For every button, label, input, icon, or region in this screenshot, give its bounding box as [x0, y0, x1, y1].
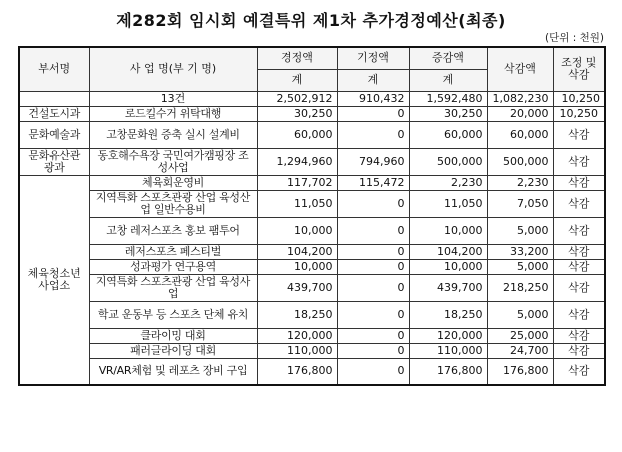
table-row: [19, 148, 605, 175]
table-row: [19, 358, 605, 385]
budget-table: [18, 46, 606, 386]
existing-cell: 0: [337, 190, 409, 217]
cut-cell: 500,000: [487, 148, 553, 175]
project-cell: 패러글라이딩 대회: [89, 343, 257, 358]
increase-cell: 11,050: [409, 190, 487, 217]
header-revised: 경정액: [257, 47, 337, 69]
table-row: [19, 106, 605, 121]
project-cell: 지역특화 스포츠관광 산업 육성사업: [89, 274, 257, 301]
project-cell: 고창문화원 증축 실시 설계비: [89, 121, 257, 148]
table-row: [19, 190, 605, 217]
header-increase-sub: 계: [409, 69, 487, 91]
adjust-cell: 삭감: [553, 358, 605, 385]
revised-cell: 11,050: [257, 190, 337, 217]
revised-cell: 1,294,960: [257, 148, 337, 175]
project-cell: 레저스포츠 페스티벌: [89, 244, 257, 259]
increase-cell: 60,000: [409, 121, 487, 148]
header-existing-sub: 계: [337, 69, 409, 91]
table-row: [19, 121, 605, 148]
increase-cell: 18,250: [409, 301, 487, 328]
revised-cell: 60,000: [257, 121, 337, 148]
project-cell: 동호해수욕장 국민여가캠핑장 조성사업: [89, 148, 257, 175]
existing-cell: 0: [337, 358, 409, 385]
header-adjust: 조정 및 삭감: [553, 47, 605, 91]
total-increase: 1,592,480: [409, 91, 487, 106]
increase-cell: 10,000: [409, 217, 487, 244]
project-cell: 지역특화 스포츠관광 산업 육성산업 일반수용비: [89, 190, 257, 217]
table-row: [19, 343, 605, 358]
increase-cell: 120,000: [409, 328, 487, 343]
existing-cell: 0: [337, 121, 409, 148]
adjust-cell: 삭감: [553, 244, 605, 259]
cut-cell: 60,000: [487, 121, 553, 148]
adjust-cell: 10,250: [553, 106, 605, 121]
total-adjust: 10,250: [553, 91, 605, 106]
adjust-cell: 삭감: [553, 175, 605, 190]
cut-cell: 2,230: [487, 175, 553, 190]
revised-cell: 110,000: [257, 343, 337, 358]
adjust-cell: 삭감: [553, 301, 605, 328]
revised-cell: 117,702: [257, 175, 337, 190]
project-cell: 고창 레저스포츠 홍보 팸투어: [89, 217, 257, 244]
adjust-cell: 삭감: [553, 259, 605, 274]
revised-cell: 176,800: [257, 358, 337, 385]
adjust-cell: 삭감: [553, 190, 605, 217]
increase-cell: 439,700: [409, 274, 487, 301]
table-row: [19, 217, 605, 244]
adjust-cell: 삭감: [553, 328, 605, 343]
table-row: [19, 328, 605, 343]
header-revised-sub: 계: [257, 69, 337, 91]
table-row: [19, 259, 605, 274]
header-dept: 부서명: [19, 47, 89, 91]
adjust-cell: 삭감: [553, 274, 605, 301]
total-cut: 1,082,230: [487, 91, 553, 106]
existing-cell: 0: [337, 343, 409, 358]
table-row: [19, 244, 605, 259]
adjust-cell: 삭감: [553, 217, 605, 244]
header-existing: 기정액: [337, 47, 409, 69]
revised-cell: 18,250: [257, 301, 337, 328]
header-row: [19, 47, 605, 69]
cut-cell: 5,000: [487, 217, 553, 244]
adjust-cell: 삭감: [553, 121, 605, 148]
revised-cell: 30,250: [257, 106, 337, 121]
cut-cell: 33,200: [487, 244, 553, 259]
dept-cell-merged: 체육청소년사업소: [19, 175, 89, 385]
increase-cell: 2,230: [409, 175, 487, 190]
unit-label: (단위 : 천원): [545, 32, 604, 44]
project-cell: 성과평가 연구용역: [89, 259, 257, 274]
total-row: [19, 91, 605, 106]
table-row: [19, 274, 605, 301]
adjust-cell: 삭감: [553, 148, 605, 175]
project-cell: 학교 운동부 등 스포츠 단체 유치: [89, 301, 257, 328]
increase-cell: 500,000: [409, 148, 487, 175]
total-revised: 2,502,912: [257, 91, 337, 106]
increase-cell: 104,200: [409, 244, 487, 259]
revised-cell: 10,000: [257, 259, 337, 274]
existing-cell: 0: [337, 244, 409, 259]
increase-cell: 110,000: [409, 343, 487, 358]
total-existing: 910,432: [337, 91, 409, 106]
cut-cell: 5,000: [487, 259, 553, 274]
cut-cell: 176,800: [487, 358, 553, 385]
existing-cell: 0: [337, 328, 409, 343]
revised-cell: 120,000: [257, 328, 337, 343]
existing-cell: 0: [337, 217, 409, 244]
header-increase: 증감액: [409, 47, 487, 69]
table-row: [19, 175, 605, 190]
increase-cell: 10,000: [409, 259, 487, 274]
total-dept: [19, 91, 89, 106]
project-cell: 클라이밍 대회: [89, 328, 257, 343]
dept-cell: 문화유산관광과: [19, 148, 89, 175]
increase-cell: 176,800: [409, 358, 487, 385]
cut-cell: 218,250: [487, 274, 553, 301]
table-row: [19, 301, 605, 328]
existing-cell: 794,960: [337, 148, 409, 175]
existing-cell: 0: [337, 274, 409, 301]
header-cut: 삭감액: [487, 47, 553, 91]
revised-cell: 10,000: [257, 217, 337, 244]
cut-cell: 5,000: [487, 301, 553, 328]
increase-cell: 30,250: [409, 106, 487, 121]
project-cell: 로드킬수거 위탁대행: [89, 106, 257, 121]
existing-cell: 0: [337, 106, 409, 121]
dept-cell: 건설도시과: [19, 106, 89, 121]
existing-cell: 0: [337, 301, 409, 328]
project-cell: 체육회운영비: [89, 175, 257, 190]
cut-cell: 7,050: [487, 190, 553, 217]
header-project: 사 업 명(부 기 명): [89, 47, 257, 91]
project-cell: VR/AR체험 및 레포츠 장비 구입: [89, 358, 257, 385]
document-title: 제282회 임시회 예결특위 제1차 추가경정예산(최종): [116, 11, 506, 30]
cut-cell: 24,700: [487, 343, 553, 358]
cut-cell: 25,000: [487, 328, 553, 343]
revised-cell: 104,200: [257, 244, 337, 259]
total-label: 13건: [89, 91, 257, 106]
adjust-cell: 삭감: [553, 343, 605, 358]
cut-cell: 20,000: [487, 106, 553, 121]
dept-cell: 문화예술과: [19, 121, 89, 148]
revised-cell: 439,700: [257, 274, 337, 301]
existing-cell: 115,472: [337, 175, 409, 190]
existing-cell: 0: [337, 259, 409, 274]
